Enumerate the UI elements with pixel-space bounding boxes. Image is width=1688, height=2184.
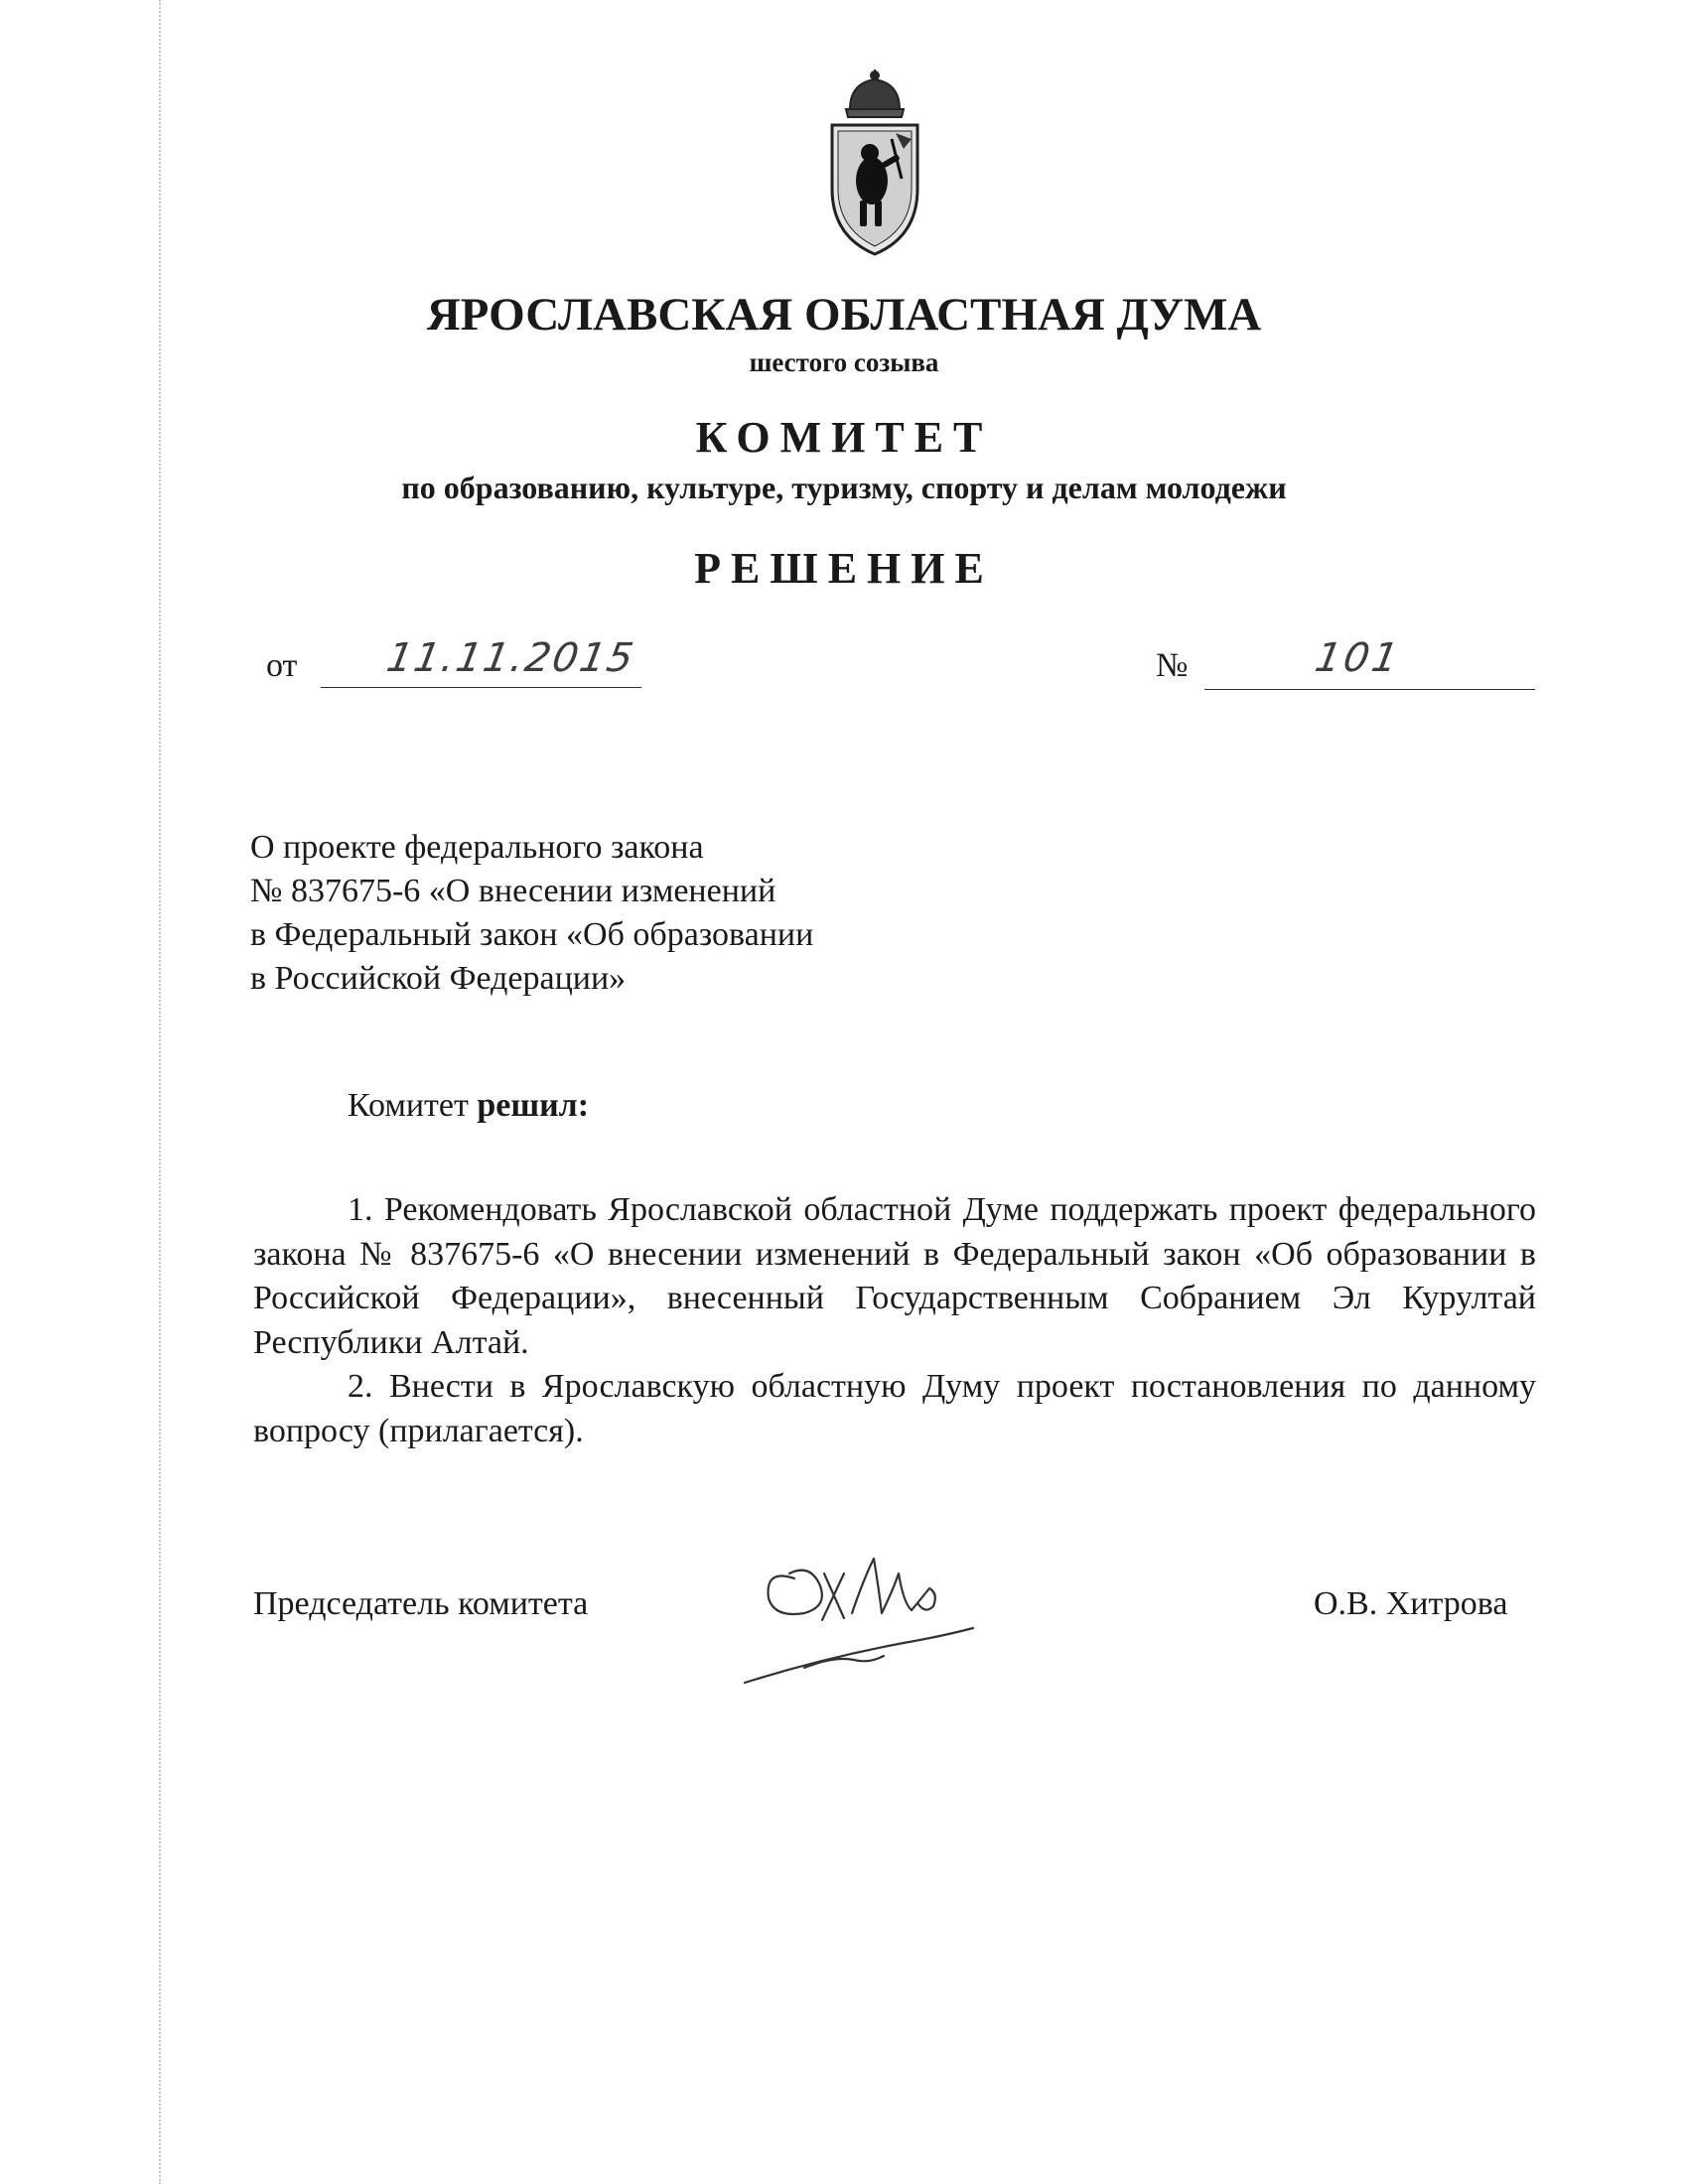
- subject-block: [250, 826, 813, 1001]
- number-value: 101: [1311, 635, 1405, 681]
- decision-item: 1. Рекомендовать Ярославской областной Думе поддержать проект федерального закона № 837675-6 «О внесении изменений в Федеральный закон «Об образовании в Российской Федерации», внесенный Государственным Собранием Эл Курултай Республики Алтай.: [253, 1191, 1536, 1361]
- convocation-subtitle: шестого созыва: [749, 347, 939, 377]
- decided-bold: решил:: [477, 1087, 590, 1124]
- subject-line: в Федеральный закон «Об образовании: [250, 916, 814, 953]
- decision-body: [253, 1188, 1536, 1453]
- date-value: 11.11.2015: [382, 635, 639, 681]
- number-prefix: №: [1156, 647, 1189, 684]
- subject-line: в Российской Федерации»: [250, 960, 627, 997]
- chairman-name: О.В. Хитрова: [1314, 1585, 1508, 1622]
- decision-item: 2. Внести в Ярославскую областную Думу проект постановления по данному вопросу (прилагается).: [253, 1368, 1536, 1449]
- committee-heading: КОМИТЕТ: [695, 413, 993, 462]
- committee-description: по образованию, культуре, туризму, спорту и делам молодежи: [401, 470, 1287, 505]
- date-underline: [321, 687, 641, 688]
- duma-title: ЯРОСЛАВСКАЯ ОБЛАСТНАЯ ДУМА: [426, 289, 1262, 341]
- date-number-row: [0, 635, 1688, 695]
- chairman-role: Председатель комитета: [253, 1585, 589, 1622]
- number-underline: [1204, 689, 1535, 690]
- decided-line: [348, 1087, 589, 1125]
- decision-heading: РЕШЕНИЕ: [694, 544, 994, 593]
- coat-of-arms-icon: [820, 69, 929, 258]
- date-prefix: от: [266, 647, 298, 684]
- subject-line: № 837675-6 «О внесении изменений: [250, 873, 776, 909]
- decided-prefix: Комитет: [348, 1087, 469, 1124]
- subject-line: О проекте федерального закона: [250, 829, 704, 866]
- handwritten-signature: [735, 1519, 1033, 1698]
